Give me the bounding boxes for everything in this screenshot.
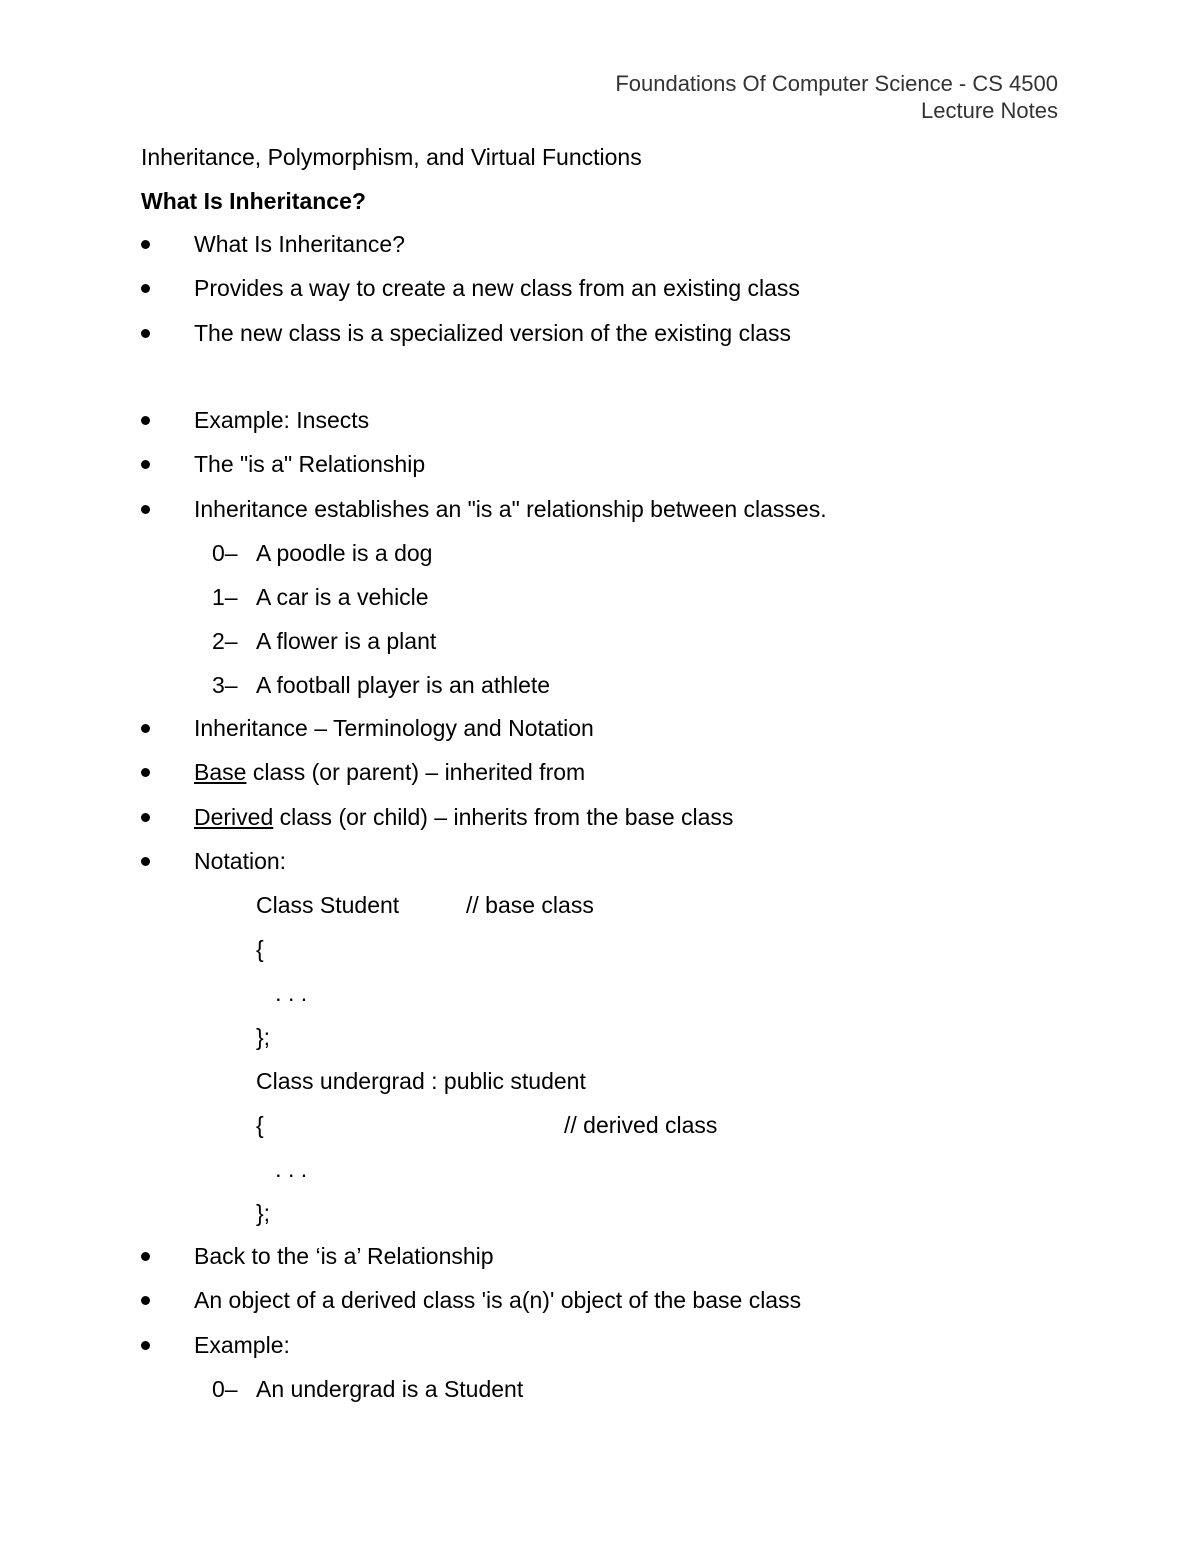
code-line: { — [256, 1112, 264, 1138]
list-number: 0– — [212, 540, 238, 566]
code-line: Class undergrad : public student — [256, 1068, 586, 1094]
code-line: }; — [256, 1024, 271, 1050]
bullet-icon — [141, 1341, 150, 1350]
list-number: 3– — [212, 672, 238, 698]
section-heading: What Is Inheritance? — [141, 188, 366, 214]
code-line: { — [256, 936, 264, 962]
course-title: Foundations Of Computer Science - CS 4500 — [615, 71, 1058, 96]
list-number: 1– — [212, 584, 238, 610]
bullet-icon — [141, 416, 150, 425]
bullet-item: An object of a derived class 'is a(n)' object of the base class — [194, 1287, 802, 1313]
example-item: A poodle is a dog — [256, 540, 433, 566]
bullet-icon — [141, 240, 150, 249]
bullet-icon — [141, 284, 150, 293]
base-description: class (or parent) – inherited from — [246, 759, 586, 785]
bullet-icon — [141, 768, 150, 777]
code-line: }; — [256, 1200, 271, 1226]
bullet-icon — [141, 813, 150, 822]
bullet-item: Back to the ‘is a’ Relationship — [194, 1243, 494, 1269]
bullet-icon — [141, 724, 150, 733]
example-item: An undergrad is a Student — [256, 1376, 524, 1402]
code-line: Class Student — [256, 892, 400, 918]
bullet-item: Inheritance – Terminology and Notation — [194, 715, 594, 741]
code-comment: // base class — [466, 892, 594, 918]
bullet-item: Example: Insects — [194, 407, 370, 433]
base-term: Base — [194, 759, 247, 785]
bullet-item: Notation: — [194, 848, 287, 874]
bullet-icon — [141, 505, 150, 514]
lecture-notes-label: Lecture Notes — [921, 98, 1058, 123]
bullet-icon — [141, 329, 150, 338]
bullet-item-derived-class — [194, 802, 733, 832]
code-line: . . . — [256, 1156, 308, 1182]
example-item: A flower is a plant — [256, 628, 437, 654]
page-header — [615, 70, 1058, 124]
code-line: . . . — [256, 980, 308, 1006]
document-title: Inheritance, Polymorphism, and Virtual Functions — [141, 144, 642, 170]
example-item: A car is a vehicle — [256, 584, 429, 610]
code-comment: // derived class — [564, 1112, 718, 1138]
bullet-icon — [141, 460, 150, 469]
bullet-icon — [141, 1296, 150, 1305]
list-number: 2– — [212, 628, 238, 654]
bullet-item: Provides a way to create a new class from an existing class — [194, 275, 800, 301]
bullet-item: What Is Inheritance? — [194, 231, 405, 257]
bullet-icon — [141, 1252, 150, 1261]
example-item: A football player is an athlete — [256, 672, 551, 698]
bullet-item: Example: — [194, 1332, 290, 1358]
bullet-icon — [141, 857, 150, 866]
derived-description: class (or child) – inherits from the base class — [273, 804, 734, 830]
bullet-item: Inheritance establishes an "is a" relationship between classes. — [194, 496, 827, 522]
bullet-item-base-class — [194, 757, 585, 787]
derived-term: Derived — [194, 804, 274, 830]
list-number: 0– — [212, 1376, 238, 1402]
bullet-item: The "is a" Relationship — [194, 451, 426, 477]
bullet-item: The new class is a specialized version of the existing class — [194, 320, 792, 346]
